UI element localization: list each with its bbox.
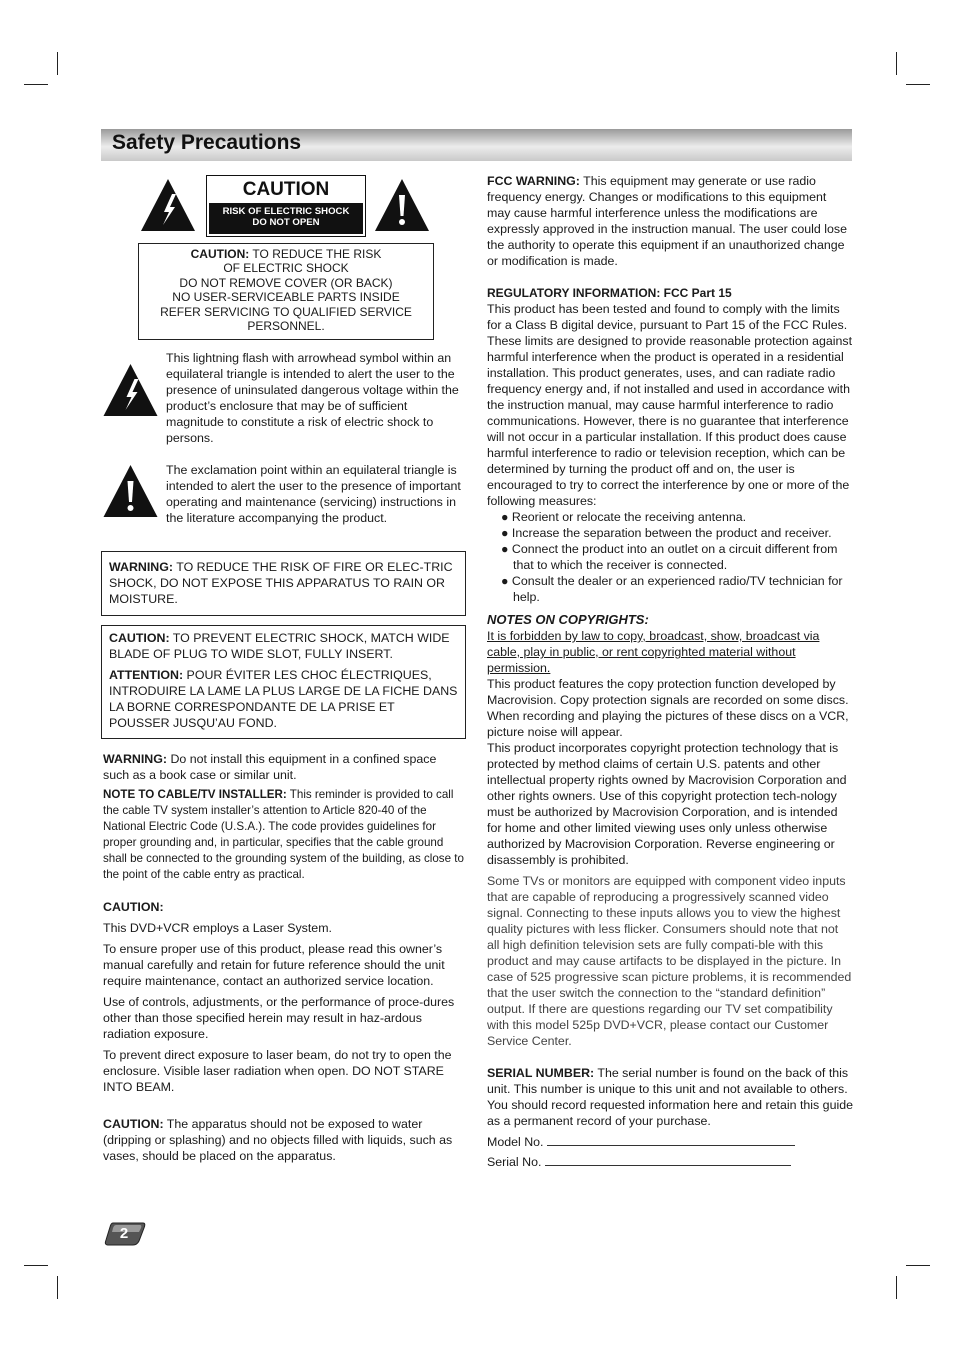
crop-mark [906,1265,930,1266]
plug-attention-lead: ATTENTION: [109,668,184,682]
fcc-warning-lead: FCC WARNING: [487,174,580,188]
exclamation-symbol-text: The exclamation point within an equilateral triangle is intended to alert the user to the presence of important operating and maintenance (servicing) instructions in the literature accompanying the product. [166,463,461,525]
copyright-paragraph-2: This product incorporates copyright protection technology that is protected by method claims of certain U.S. patents and other intellectual property rights owned by Macrovision Corporation and other rights owners. Use of this copyright protection tech-nology must be authorized by Macrovision Corporation, and is intended for home and other limited viewing uses only unless otherwise authorized by Macrovision Corporation. Reverse engineering or disassembly is prohibited. [487,741,847,867]
caution-box-line5: REFER SERVICING TO QUALIFIED SERVICE [160,304,412,319]
copyright-paragraph-1: This product features the copy protection function developed by Macrovision. Copy protection signals are recorded on some discs. When recording and playing the pictures of these discs on a VCR, picture noise will appear. [487,677,849,739]
progressive-scan-text: Some TVs or monitors are equipped with component video inputs that are capable of reproducing a progressively scanned video signal. Connecting to these inputs allows you to view the highest quality pictures with less flicker. Consumers should note that not all high definition television sets are fully compati-ble with this product and may cause artifacts to be displayed in the picture. In case of 525 progressive scan picture problems, it is recommended that the user switch the connection to the “standard definition” output. If there are questions regarding our TV set compatibility with this model 525p DVD+VCR, please contact our Customer Service Center. [487,874,852,1048]
installer-note-text: This reminder is provided to call the cable TV system installer’s attention to Article 820-40 of the National Electric Code (U.S.A.). The code provides guidelines for proper grounding and, in particular, specifies that the cable ground shall be connected to the grounding system of the building, as close to the point of the cable entry as practical. [103,788,464,881]
lightning-symbol-text: This lightning flash with arrowhead symbol within an equilateral triangle is intended to alert the user to the presence of uninsulated dangerous voltage within the product’s enclosure that may be of sufficient magnitude to constitute a risk of electric shock to persons. [166,351,459,445]
laser-paragraph-1: This DVD+VCR employs a Laser System. [103,921,332,935]
plug-caution-lead: CAUTION: [109,631,170,645]
exclamation-triangle-icon [375,179,429,231]
installer-note-lead: NOTE TO CABLE/TV INSTALLER: [103,788,287,801]
list-item: ● Reorient or relocate the receiving antenna. [501,510,747,524]
list-item: ● Consult the dealer or an experienced radio/TV technician for help. [501,574,843,604]
water-caution-text: The apparatus should not be exposed to water (dripping or splashing) and no objects filled with liquids, such as vases, should be placed on the apparatus. [103,1117,453,1163]
crop-mark [896,1276,897,1299]
caution-box-line6: PERSONNEL. [247,319,325,334]
warning-box [101,551,466,616]
model-number-label: Model No. [487,1135,544,1149]
exclamation-triangle-icon [103,465,158,517]
crop-mark [24,1265,48,1266]
page-number: 2 [119,1225,129,1242]
caution-box-line2: OF ELECTRIC SHOCK [223,261,349,276]
caution-box [138,243,434,340]
regulatory-heading: REGULATORY INFORMATION: FCC Part 15 [487,286,732,300]
caution-box-line1: TO REDUCE THE RISK [249,247,382,261]
crop-mark [57,52,58,75]
plug-caution-text: TO PREVENT ELECTRIC SHOCK, MATCH WIDE BLADE OF PLUG TO WIDE SLOT, FULLY INSERT. [109,631,450,661]
lightning-triangle-icon [103,364,158,416]
copyright-notice: It is forbidden by law to copy, broadcast, show, broadcast via cable, play in public, or rent copyrighted material without permission. [487,629,820,675]
install-warning-lead: WARNING: [103,752,168,766]
serial-number-lead: SERIAL NUMBER: [487,1066,595,1080]
model-number-field [487,1134,853,1150]
crop-mark [906,84,930,85]
caution-label [206,175,366,237]
lightning-triangle-icon [141,179,195,231]
copyright-heading: NOTES ON COPYRIGHTS: [487,612,649,627]
plug-box [101,625,466,739]
serial-number-field [487,1154,853,1170]
list-item: ● Increase the separation between the product and receiver. [501,526,832,540]
plug-attention-text: POUR ÉVITER LES CHOC ÉLECTRIQUES, INTRODUIRE LA LAME LA PLUS LARGE DE LA FICHE DANS LA BORNE CORRESPONDANTE DE LA PRISE ET POUSSER JUSQU’AU FOND. [109,668,458,730]
right-column [487,173,853,1170]
interference-measures-list [487,509,853,605]
list-item: ● Connect the product into an outlet on a circuit different from that to which the receiver is connected. [501,542,838,572]
serial-number-label: Serial No. [487,1155,542,1169]
serial-number-line [545,1154,791,1166]
page-title: Safety Precautions [112,131,302,154]
install-warning-text: Do not install this equipment in a confined space such as a book case or similar unit. [103,752,437,782]
caution-label-subtitle [209,203,363,234]
caution-label-line1: RISK OF ELECTRIC SHOCK [222,206,350,217]
caution-box-line4: NO USER-SERVICEABLE PARTS INSIDE [172,290,400,305]
caution-label-title: CAUTION [242,179,330,200]
crop-mark [896,52,897,75]
fcc-warning-text: This equipment may generate or use radio frequency energy. Changes or modifications to this equipment may cause harmful interference unless the modifications are expressly approved in the instruction manual. The user could lose the authority to operate this equipment if an unauthorized change or modification is made. [487,174,847,268]
laser-paragraph-2: To ensure proper use of this product, please read this owner’s manual carefully and retain for future reference should the unit require maintenance, contact an authorized service location. [103,942,445,988]
laser-paragraph-4: To prevent direct exposure to laser beam, do not try to open the enclosure. Visible laser radiation when open. DO NOT STARE INTO BEAM. [103,1048,452,1094]
title-bar [101,129,852,161]
laser-paragraph-3: Use of controls, adjustments, or the performance of proce-dures other than those specified herein may result in haz-ardous radiation exposure. [103,995,455,1041]
water-caution-lead: CAUTION: [103,1117,164,1131]
crop-mark [24,84,48,85]
warning-box-lead: WARNING: [109,560,174,574]
caution-label-line2: DO NOT OPEN [252,217,320,228]
laser-caution-heading: CAUTION: [103,900,164,914]
crop-mark [57,1276,58,1299]
caution-box-line3: DO NOT REMOVE COVER (OR BACK) [179,275,393,290]
caution-box-lead: CAUTION: [190,247,250,261]
model-number-line [547,1134,795,1146]
warning-box-text: TO REDUCE THE RISK OF FIRE OR ELEC-TRIC SHOCK, DO NOT EXPOSE THIS APPARATUS TO RAIN OR MOISTURE. [109,560,453,606]
serial-number-text: The serial number is found on the back of this unit. This number is unique to this unit and not available to others. You should record requested information here and retain this guide as a permanent record of your purchase. [487,1066,853,1128]
left-lower-column [103,751,465,1164]
regulatory-text: This product has been tested and found to comply with the limits for a Class B digital device, pursuant to Part 15 of the FCC Rules. These limits are designed to provide reasonable protection against harmful interference when the product is operated in a residential installation. This product generates, uses, and can radiate radio frequency energy and, if not installed and used in accordance with the instruction manual, may cause harmful interference to radio communications. However, there is no guarantee that interference will not occur in a particular installation. If this product does cause harmful interference to radio or television reception, which can be determined by turning the product off and on, the user is encouraged to try to correct the interference by one or more of the following measures: [487,302,853,508]
